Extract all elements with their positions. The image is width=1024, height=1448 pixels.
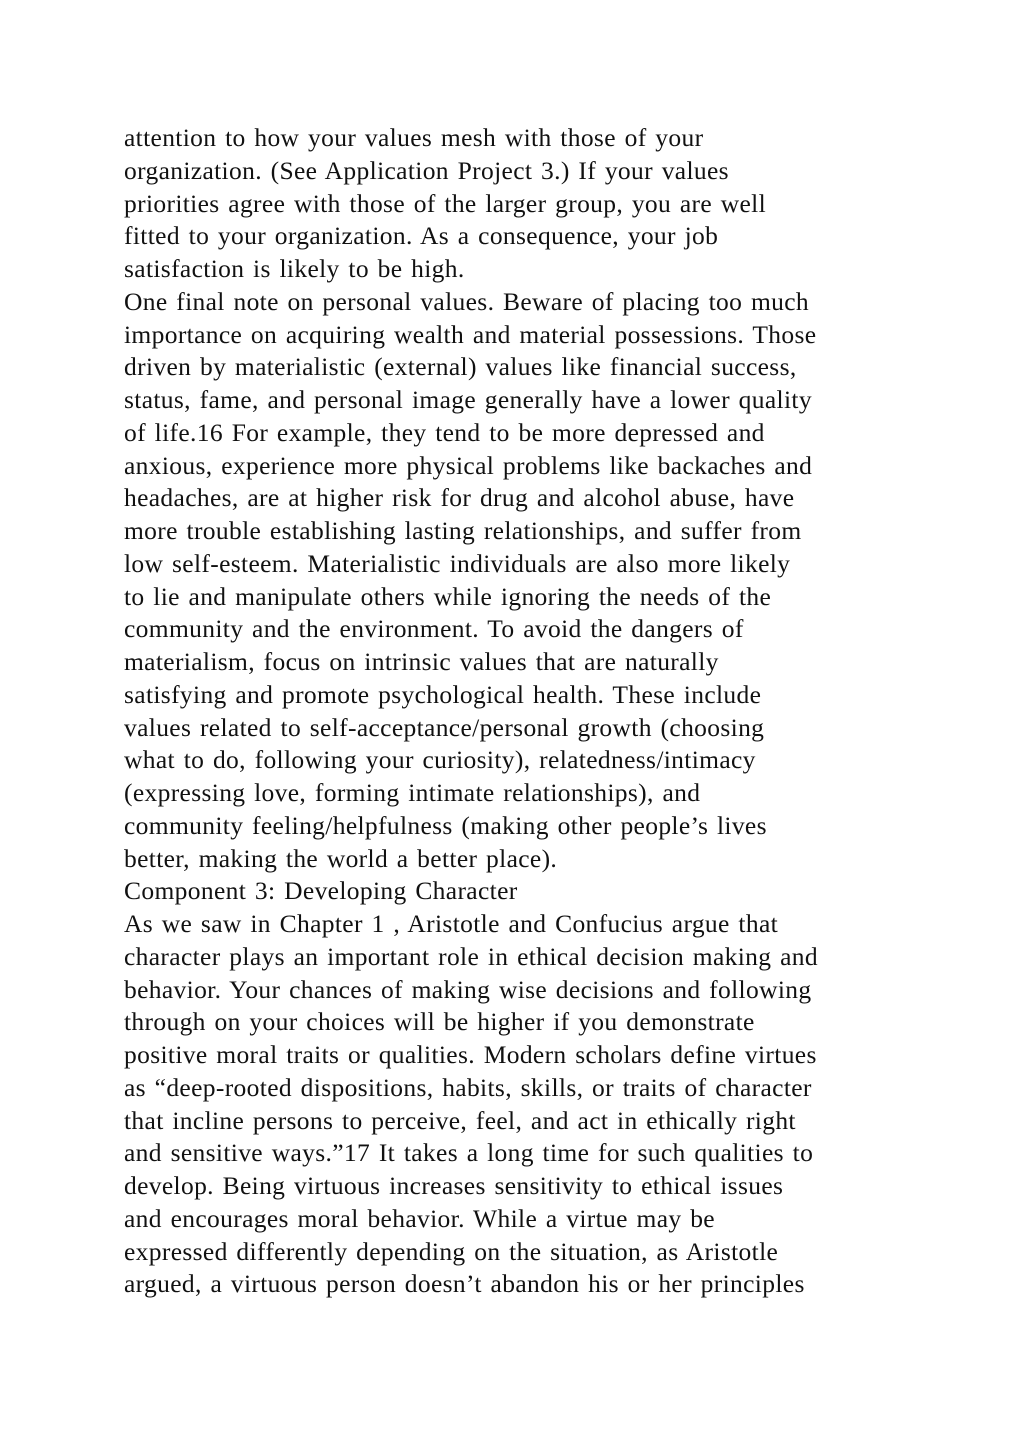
text-line: As we saw in Chapter 1 , Aristotle and Confucius argue that — [124, 909, 779, 938]
text-line: driven by materialistic (external) values like financial success, — [124, 352, 797, 382]
text-line: One final note on personal values. Beware of placing too much — [124, 286, 810, 316]
text-line: through on your choices will be higher if you demonstrate — [124, 1007, 755, 1037]
text-line: behavior. Your chances of making wise decisions and following — [124, 974, 812, 1004]
text-line: priorities agree with those of the larger group, you are well — [124, 188, 767, 218]
text-line: develop. Being virtuous increases sensitivity to ethical issues — [124, 1171, 784, 1200]
text-line: attention to how your values mesh with those of your — [124, 123, 704, 152]
text-line: better, making the world a better place). — [124, 843, 558, 873]
text-line: satisfying and promote psychological health. These include — [124, 679, 762, 709]
text-line: (expressing love, forming intimate relationships), and — [124, 778, 701, 807]
text-line: and encourages moral behavior. While a virtue may be — [124, 1203, 715, 1233]
text-line: more trouble establishing lasting relationships, and suffer from — [124, 516, 802, 545]
text-line: expressed differently depending on the situation, as Aristotle — [124, 1236, 779, 1266]
text-line: importance on acquiring wealth and material possessions. Those — [124, 319, 817, 349]
text-line: as “deep-rooted dispositions, habits, skills, or traits of character — [124, 1072, 812, 1102]
text-line: and sensitive ways.”17 It takes a long time for such qualities to — [124, 1138, 814, 1168]
text-line: to lie and manipulate others while ignoring the needs of the — [124, 581, 772, 611]
text-line: status, fame, and personal image generally have a lower quality — [124, 385, 812, 414]
text-line: positive moral traits or qualities. Modern scholars define virtues — [124, 1040, 817, 1069]
text-line: headaches, are at higher risk for drug and alcohol abuse, have — [124, 483, 795, 513]
text-line: satisfaction is likely to be high. — [124, 254, 465, 283]
section-heading: Component 3: Developing Character — [124, 876, 518, 906]
text-line: community and the environment. To avoid the dangers of — [124, 614, 744, 644]
text-line: what to do, following your curiosity), relatedness/intimacy — [124, 745, 756, 775]
document-page — [124, 122, 914, 1301]
text-line: that incline persons to perceive, feel, and act in ethically right — [124, 1105, 796, 1135]
text-line: fitted to your organization. As a consequence, your job — [124, 221, 719, 251]
text-line: low self-esteem. Materialistic individuals are also more likely — [124, 548, 791, 578]
text-line: argued, a virtuous person doesn’t abandon his or her principles — [124, 1269, 805, 1299]
text-line: values related to self-acceptance/personal growth (choosing — [124, 712, 765, 742]
text-line: community feeling/helpfulness (making other people’s lives — [124, 810, 767, 840]
text-line: materialism, focus on intrinsic values that are naturally — [124, 647, 719, 676]
text-line: organization. (See Application Project 3.) If your values — [124, 155, 729, 185]
text-line: character plays an important role in ethical decision making and — [124, 941, 818, 971]
text-line: anxious, experience more physical problems like backaches and — [124, 450, 813, 480]
text-line: of life.16 For example, they tend to be more depressed and — [124, 417, 765, 447]
